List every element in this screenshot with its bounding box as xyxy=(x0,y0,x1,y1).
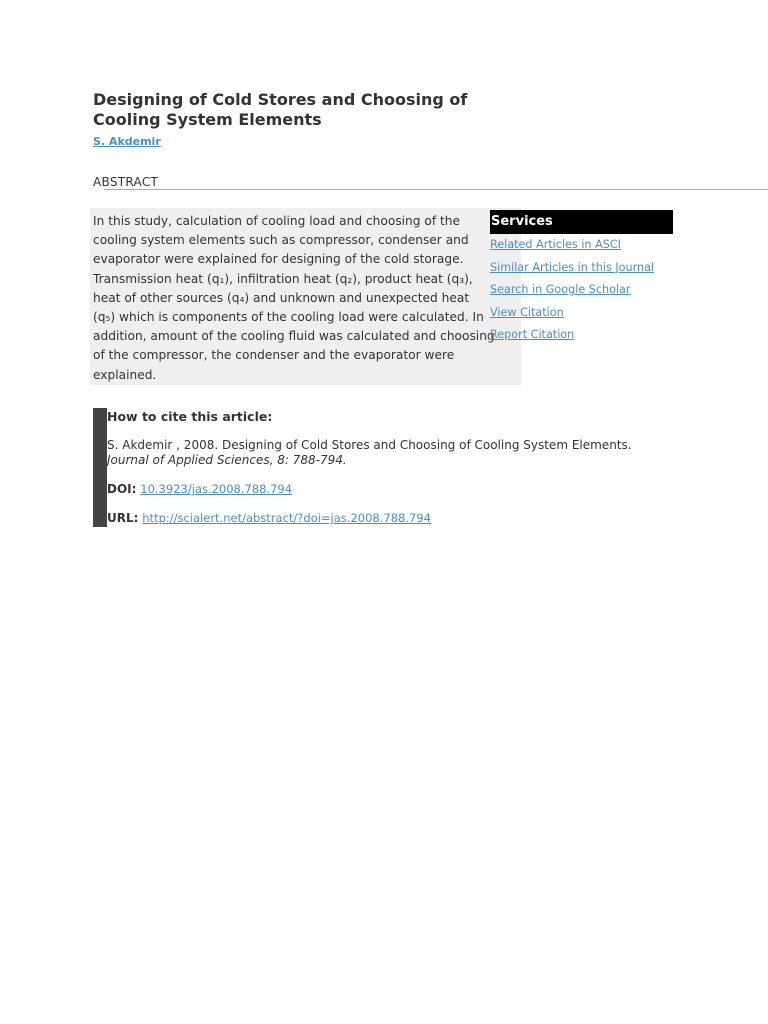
service-link-view-citation[interactable]: View Citation xyxy=(490,305,564,319)
abstract-line: Transmission heat (q₁), infiltration heat (q₂), product heat (q₃), xyxy=(93,271,473,286)
abstract-line: evaporator were explained for designing of the cold storage. xyxy=(93,252,464,267)
abstract-line: (q₅) which is components of the cooling load were calculated. In xyxy=(93,310,484,325)
citation-reference xyxy=(107,438,667,468)
citation-doi xyxy=(107,482,667,497)
service-link-similar-articles[interactable]: Similar Articles in this Journal xyxy=(490,260,655,274)
services-panel xyxy=(490,210,673,347)
abstract-line: of the compressor, the condenser and the evaporator were xyxy=(93,348,455,363)
citation-journal: Journal of Applied Sciences, 8: 788-794. xyxy=(107,453,347,467)
citation-reference-text: S. Akdemir , 2008. Designing of Cold Stores and Choosing of Cooling System Elements. xyxy=(107,438,632,452)
abstract-heading: ABSTRACT xyxy=(93,175,159,189)
author-link[interactable]: S. Akdemir xyxy=(93,135,161,148)
article-title: Designing of Cold Stores and Choosing of Cooling System Elements xyxy=(93,90,468,129)
services-header: Services xyxy=(490,210,673,234)
abstract-divider xyxy=(104,189,768,190)
service-link-google-scholar[interactable]: Search in Google Scholar xyxy=(490,283,631,297)
service-link-report-citation[interactable]: Report Citation xyxy=(490,328,575,342)
citation-bar xyxy=(93,408,107,527)
doi-link[interactable]: 10.3923/jas.2008.788.794 xyxy=(140,482,293,496)
abstract-line: addition, amount of the cooling fluid was calculated and choosing xyxy=(93,329,495,344)
url-label: URL: xyxy=(107,511,139,525)
doi-label: DOI: xyxy=(107,482,137,496)
abstract-line: In this study, calculation of cooling load and choosing of the xyxy=(93,214,461,228)
service-link-related-articles[interactable]: Related Articles in ASCI xyxy=(490,238,621,251)
abstract-text xyxy=(93,212,521,385)
services-list xyxy=(490,234,673,347)
citation-heading: How to cite this article: xyxy=(107,409,273,424)
abstract-line: heat of other sources (q₄) and unknown and unexpected heat xyxy=(93,290,470,305)
citation-url xyxy=(107,511,667,526)
abstract-line: cooling system elements such as compressor, condenser and xyxy=(93,233,469,248)
url-link[interactable]: http://scialert.net/abstract/?doi=jas.2008.788.794 xyxy=(142,511,431,525)
abstract-line: explained. xyxy=(93,367,157,382)
citation-block xyxy=(107,408,667,526)
